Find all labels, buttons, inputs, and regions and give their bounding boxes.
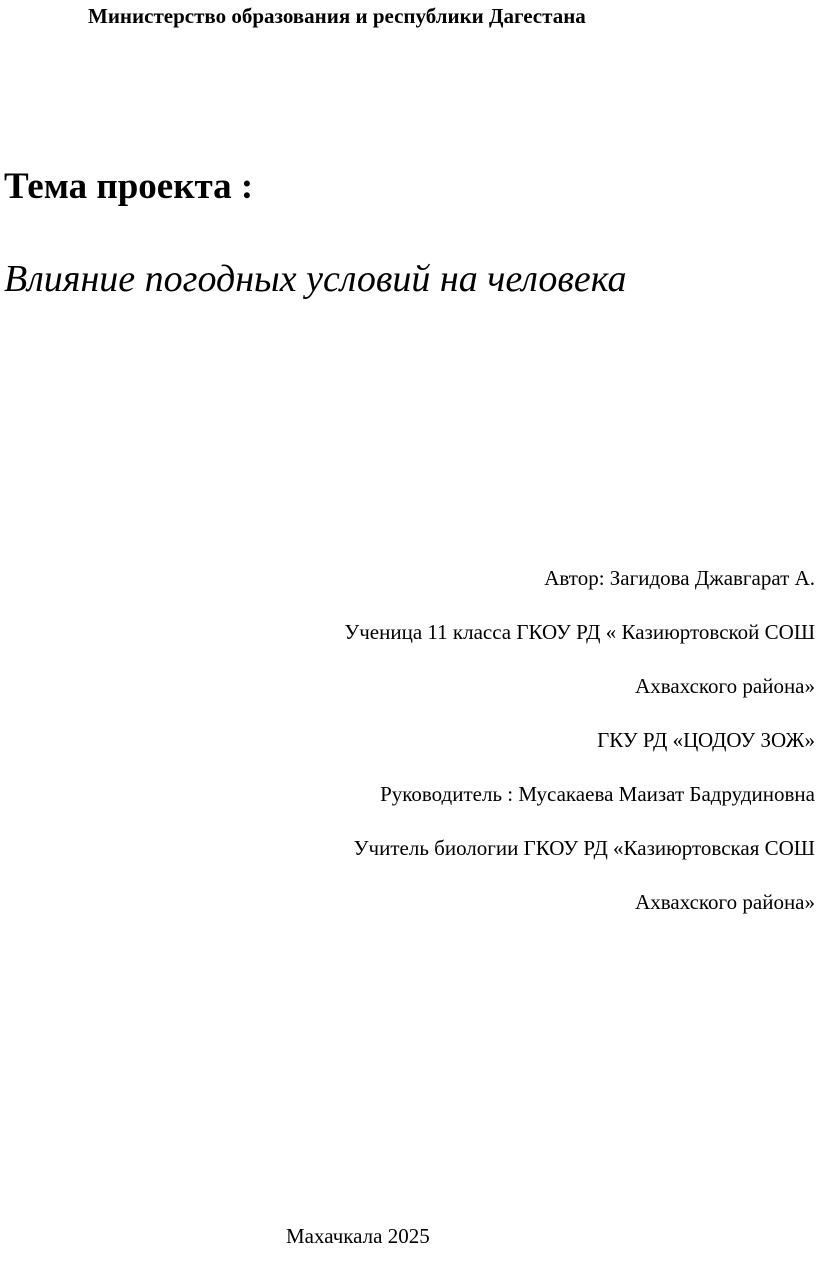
author-line: Автор: Загидова Джавгарат А.: [544, 566, 815, 590]
author-info-block: [215, 565, 815, 943]
student-class-line: Ученица 11 класса ГКОУ РД « Казиюртовской СОШ: [344, 620, 815, 644]
institution-line: ГКУ РД «ЦОДОУ ЗОЖ»: [597, 728, 815, 752]
supervisor-line: Руководитель : Мусакаева Маизат Бадрудиновна: [380, 782, 815, 806]
student-district-line: Ахвахского района»: [635, 674, 815, 698]
topic-title: Влияние погодных условий на человека: [4, 258, 627, 300]
supervisor-position-line: Учитель биологии ГКОУ РД «Казиюртовская СОШ: [353, 836, 815, 860]
topic-label: Тема проекта :: [4, 166, 254, 207]
ministry-heading: Министерство образования и республики Дагестана: [88, 4, 586, 28]
city-year: Махачкала 2025: [286, 1224, 430, 1248]
supervisor-district-line: Ахвахского района»: [635, 890, 815, 914]
